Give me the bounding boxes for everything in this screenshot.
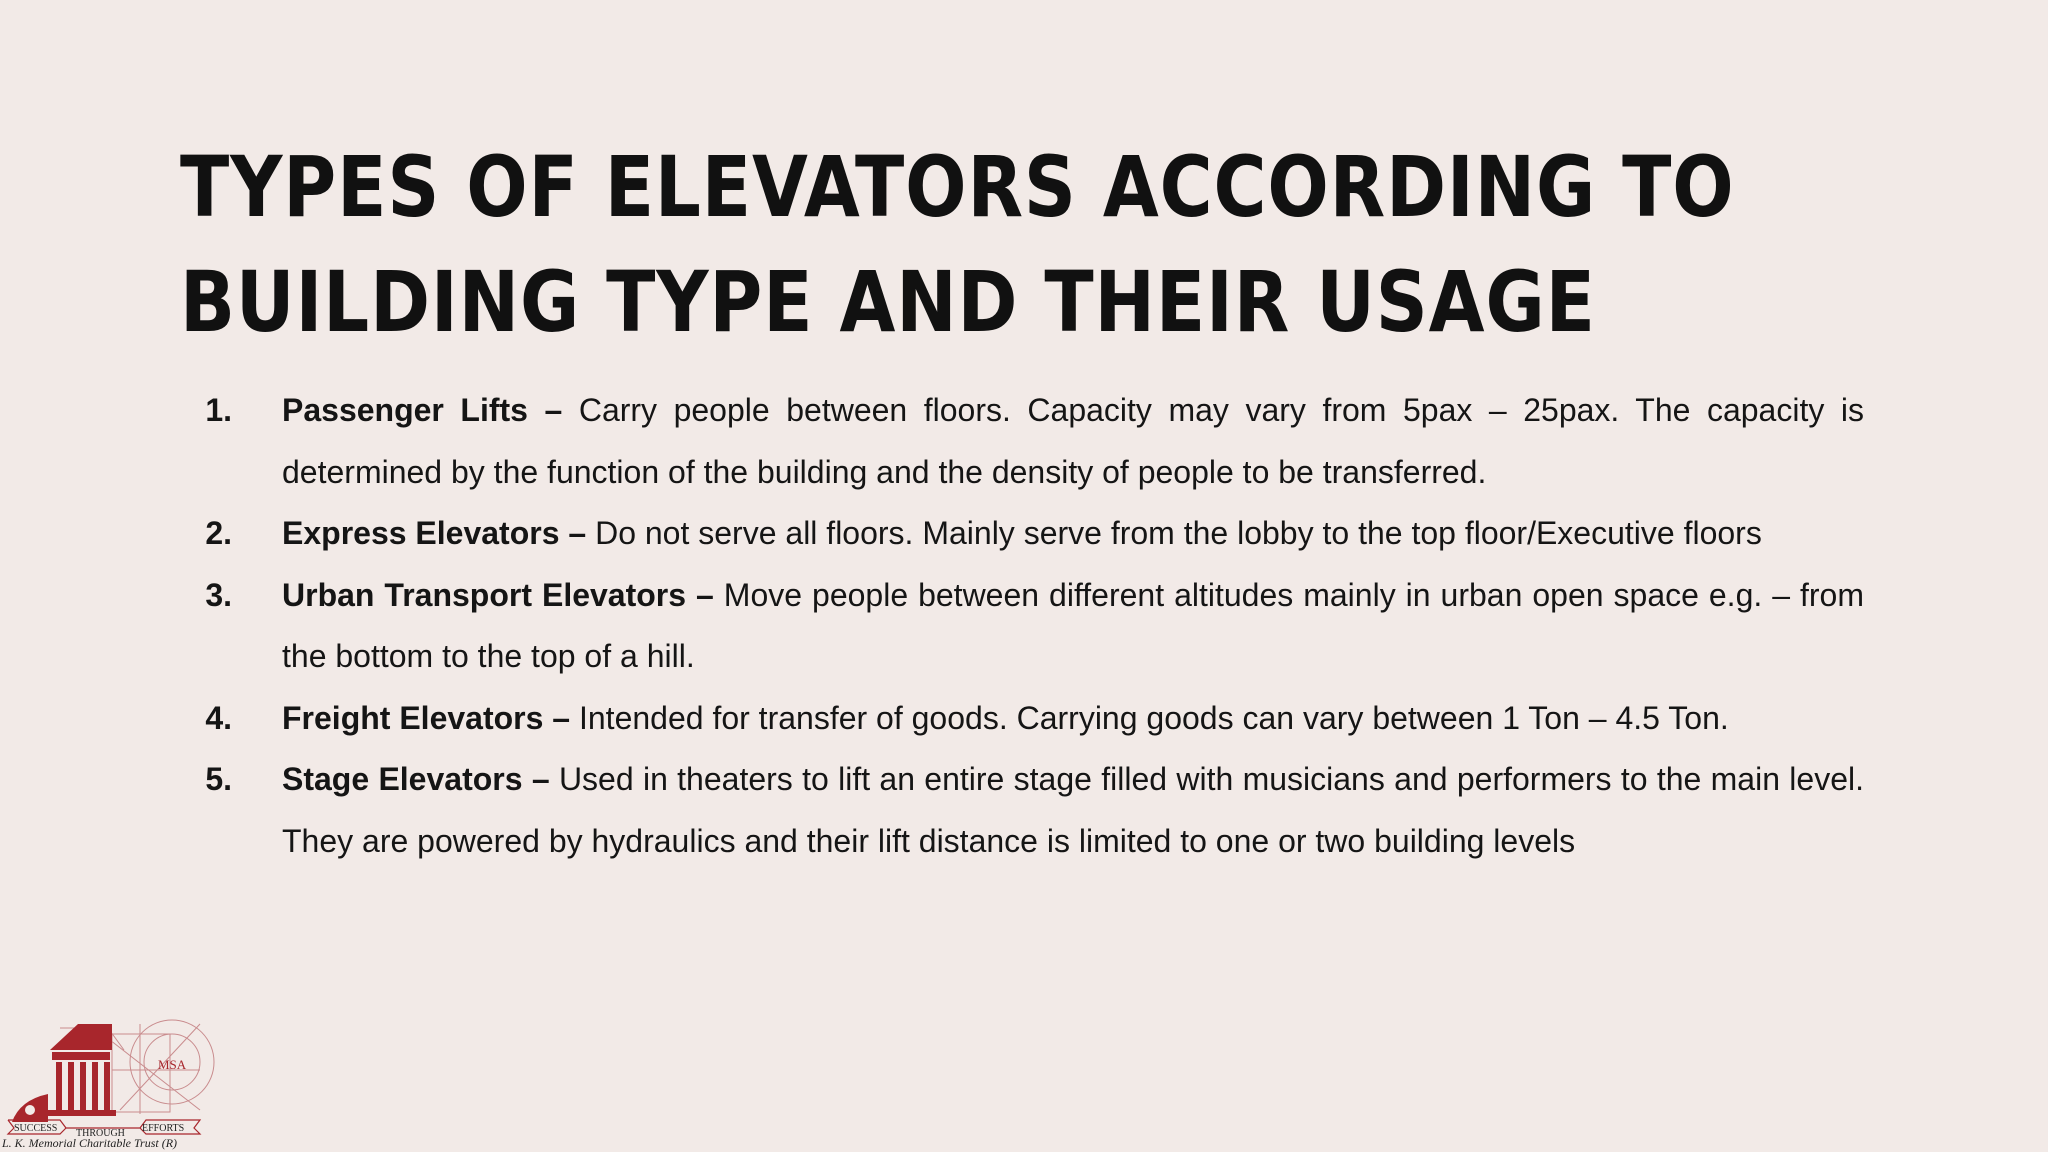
title-line-1: TYPES OF ELEVATORS ACCORDING TO: [180, 138, 1735, 236]
item-term: Express Elevators –: [282, 515, 587, 551]
item-term: Freight Elevators –: [282, 699, 571, 736]
logo-banner-right: EFFORTS: [142, 1123, 185, 1134]
logo-caption: L. K. Memorial Charitable Trust (R): [2, 1136, 178, 1150]
item-term: Passenger Lifts –: [282, 392, 563, 428]
item-number: 3.: [205, 576, 232, 613]
list-item-passenger-lifts: [190, 380, 1864, 503]
logo-monogram: MSA: [158, 1057, 187, 1072]
logo-banner-middle: THROUGH: [76, 1128, 125, 1138]
list-item-express-elevators: [190, 503, 1864, 565]
item-number: 5.: [205, 761, 232, 797]
item-term: Stage Elevators –: [282, 761, 550, 797]
list-item-freight-elevators: [190, 688, 1864, 750]
list-item-stage-elevators: [190, 749, 1864, 872]
elevator-types-list: [190, 380, 1864, 872]
item-number: 2.: [205, 515, 232, 551]
item-number: 4.: [205, 699, 232, 736]
item-term: Urban Transport Elevators –: [282, 576, 714, 613]
item-description: Move people between different altitudes mainly in urban open space e.g. – from the bottom to the top of a hill.: [282, 576, 1865, 674]
item-description: Carry people between floors. Capacity may vary from 5pax – 25pax. The capacity is determined by the function of the building and the density of people to be transferred.: [282, 392, 1865, 490]
logo-banner-left: SUCCESS: [14, 1123, 58, 1134]
item-number: 1.: [205, 392, 232, 428]
item-description: Used in theaters to lift an entire stage filled with musicians and performers to the main level. They are powered by hydraulics and their lift distance is limited to one or two building levels: [282, 761, 1865, 859]
title-line-2: BUILDING TYPE AND THEIR USAGE: [180, 253, 1596, 351]
item-description: Intended for transfer of goods. Carrying goods can vary between 1 Ton – 4.5 Ton.: [570, 699, 1729, 736]
msa-logo: [0, 1010, 215, 1152]
msa-logo-graphic: [0, 1010, 215, 1138]
item-description: Do not serve all floors. Mainly serve from the lobby to the top floor/Executive floors: [586, 515, 1762, 551]
slide-title: [180, 130, 1735, 360]
list-item-urban-transport-elevators: [190, 565, 1864, 688]
